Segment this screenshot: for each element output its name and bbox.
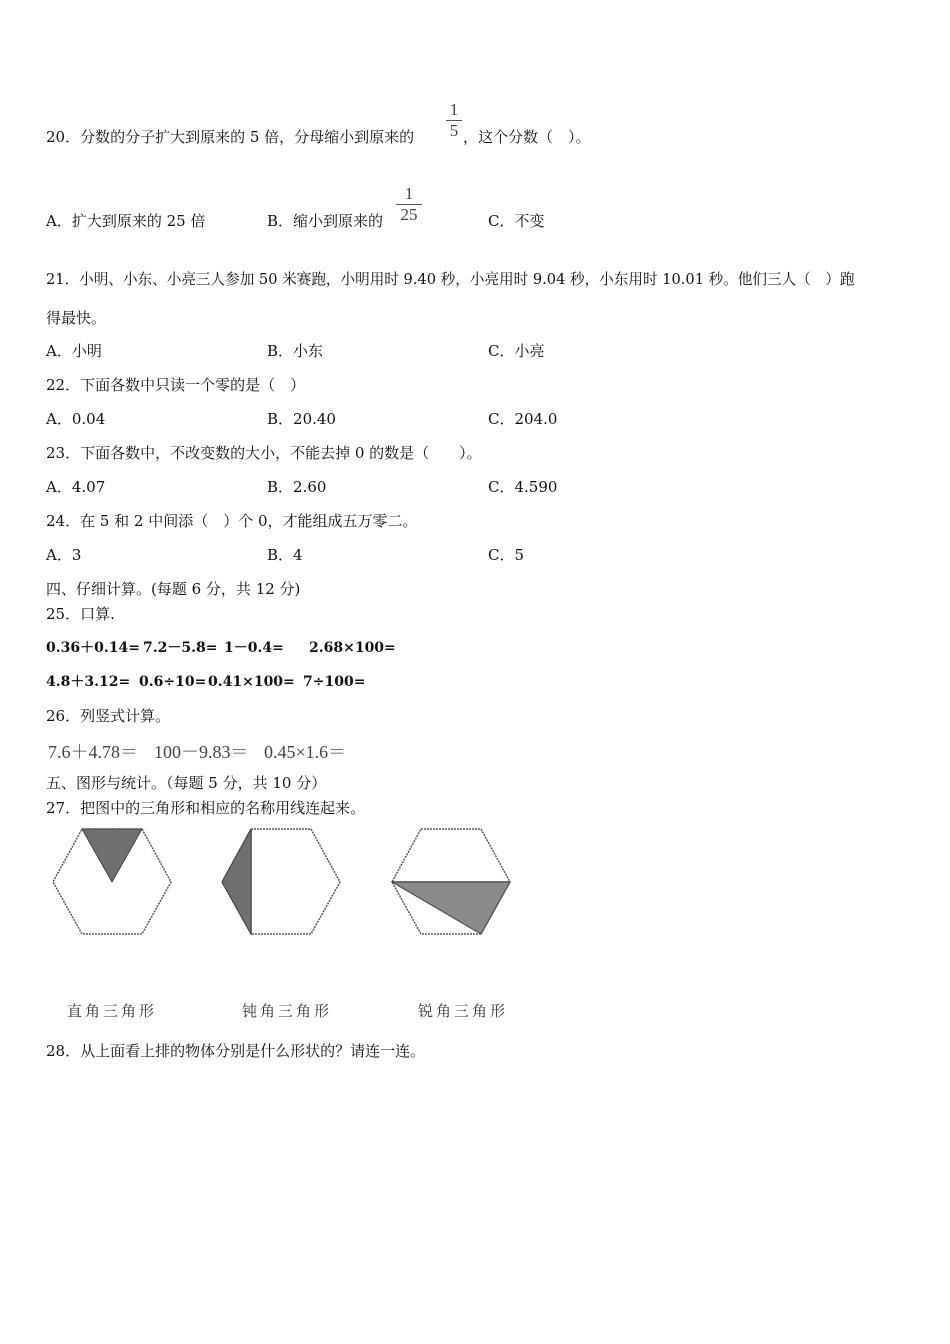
label-acute-triangle[interactable]: 锐角三角形 [418,1002,509,1020]
q21-option-a[interactable]: A．小明 [46,342,102,360]
q25-row2-item: 4.8＋3.12= [46,674,131,690]
q22-option-a[interactable]: A．0.04 [46,410,106,428]
q20-option-a[interactable]: A．扩大到原来的 25 倍 [46,212,206,230]
label-right-triangle[interactable]: 直角三角形 [67,1002,158,1020]
shaded-triangle [82,829,142,882]
q26-title: 26．列竖式计算。 [46,707,171,725]
shaded-triangle [222,829,251,934]
q24-option-a[interactable]: A．3 [46,546,82,564]
q21-option-c[interactable]: C．小亮 [488,342,545,360]
hexagon-right-triangle-figure [50,826,174,938]
q23-option-b[interactable]: B．2.60 [267,478,327,496]
q20-stem [46,127,414,147]
q20-frac-num: 1 [449,100,459,119]
q25-row1-item: 7.2－5.8= [143,640,218,656]
q26-expr: 100－9.83＝ [154,742,249,762]
q24-stem: 24．在 5 和 2 中间添（ ）个 0，才能组成五万零二。 [46,512,418,530]
q25-row2-item: 0.6÷10= [139,674,207,690]
q23-stem: 23．下面各数中，不改变数的大小，不能去掉 0 的数是（ ）。 [46,444,482,462]
q20-fraction [446,101,462,140]
q24-option-c[interactable]: C．5 [488,546,525,564]
q20-opt-b-frac-num: 1 [404,184,414,203]
q26-expressions [48,738,378,760]
q20-text-before: 20．分数的分子扩大到原来的 5 倍，分母缩小到原来的 [46,128,415,146]
q20-option-c[interactable]: C．不变 [488,212,545,230]
q25-row2-item: 0.41×100= [208,674,295,690]
q26-expr: 0.45×1.6＝ [264,742,347,762]
q25-title: 25．口算. [46,605,115,623]
q20-option-b[interactable]: B．缩小到原来的 [267,212,384,230]
q24-option-b[interactable]: B．4 [267,546,303,564]
q21-option-b[interactable]: B．小东 [267,342,324,360]
q26-expr: 7.6＋4.78＝ [48,742,138,762]
q25-row1-item: 1－0.4= [224,640,284,656]
q28-title: 28．从上面看上排的物体分别是什么形状的？请连一连。 [46,1042,426,1060]
shaded-triangle [392,882,510,934]
q22-option-b[interactable]: B．20.40 [267,410,336,428]
q21-line2: 得最快。 [46,309,107,327]
q23-option-a[interactable]: A．4.07 [46,478,106,496]
q20-frac-den: 5 [449,121,459,140]
label-obtuse-triangle[interactable]: 钝角三角形 [242,1002,333,1020]
q22-stem: 22．下面各数中只读一个零的是（ ） [46,376,306,394]
q21-line1: 21．小明、小东、小亮三人参加 50 米赛跑，小明用时 9.40 秒，小亮用时 9.04 秒，小东用时 10.01 秒。他们三人（ ）跑 [46,271,855,288]
q20-text-after: ，这个分数（ ）。 [463,128,591,146]
q22-option-c[interactable]: C．204.0 [488,410,558,428]
hexagon-obtuse-triangle-figure [219,826,343,938]
section5-title: 五、图形与统计。（每题 5 分，共 10 分） [46,774,327,792]
hexagon-acute-triangle-figure [389,826,513,938]
q20-option-b-fraction [396,185,422,224]
q25-row1-item: 2.68×100= [309,640,396,656]
q27-title: 27．把图中的三角形和相应的名称用线连起来。 [46,799,366,817]
q23-option-c[interactable]: C．4.590 [488,478,558,496]
q25-row2-item: 7÷100= [303,674,366,690]
section4-title: 四、仔细计算。(每题 6 分，共 12 分) [46,580,301,598]
q20-opt-b-frac-den: 25 [400,205,418,224]
q25-row1-item: 0.36＋0.14= [46,640,140,656]
